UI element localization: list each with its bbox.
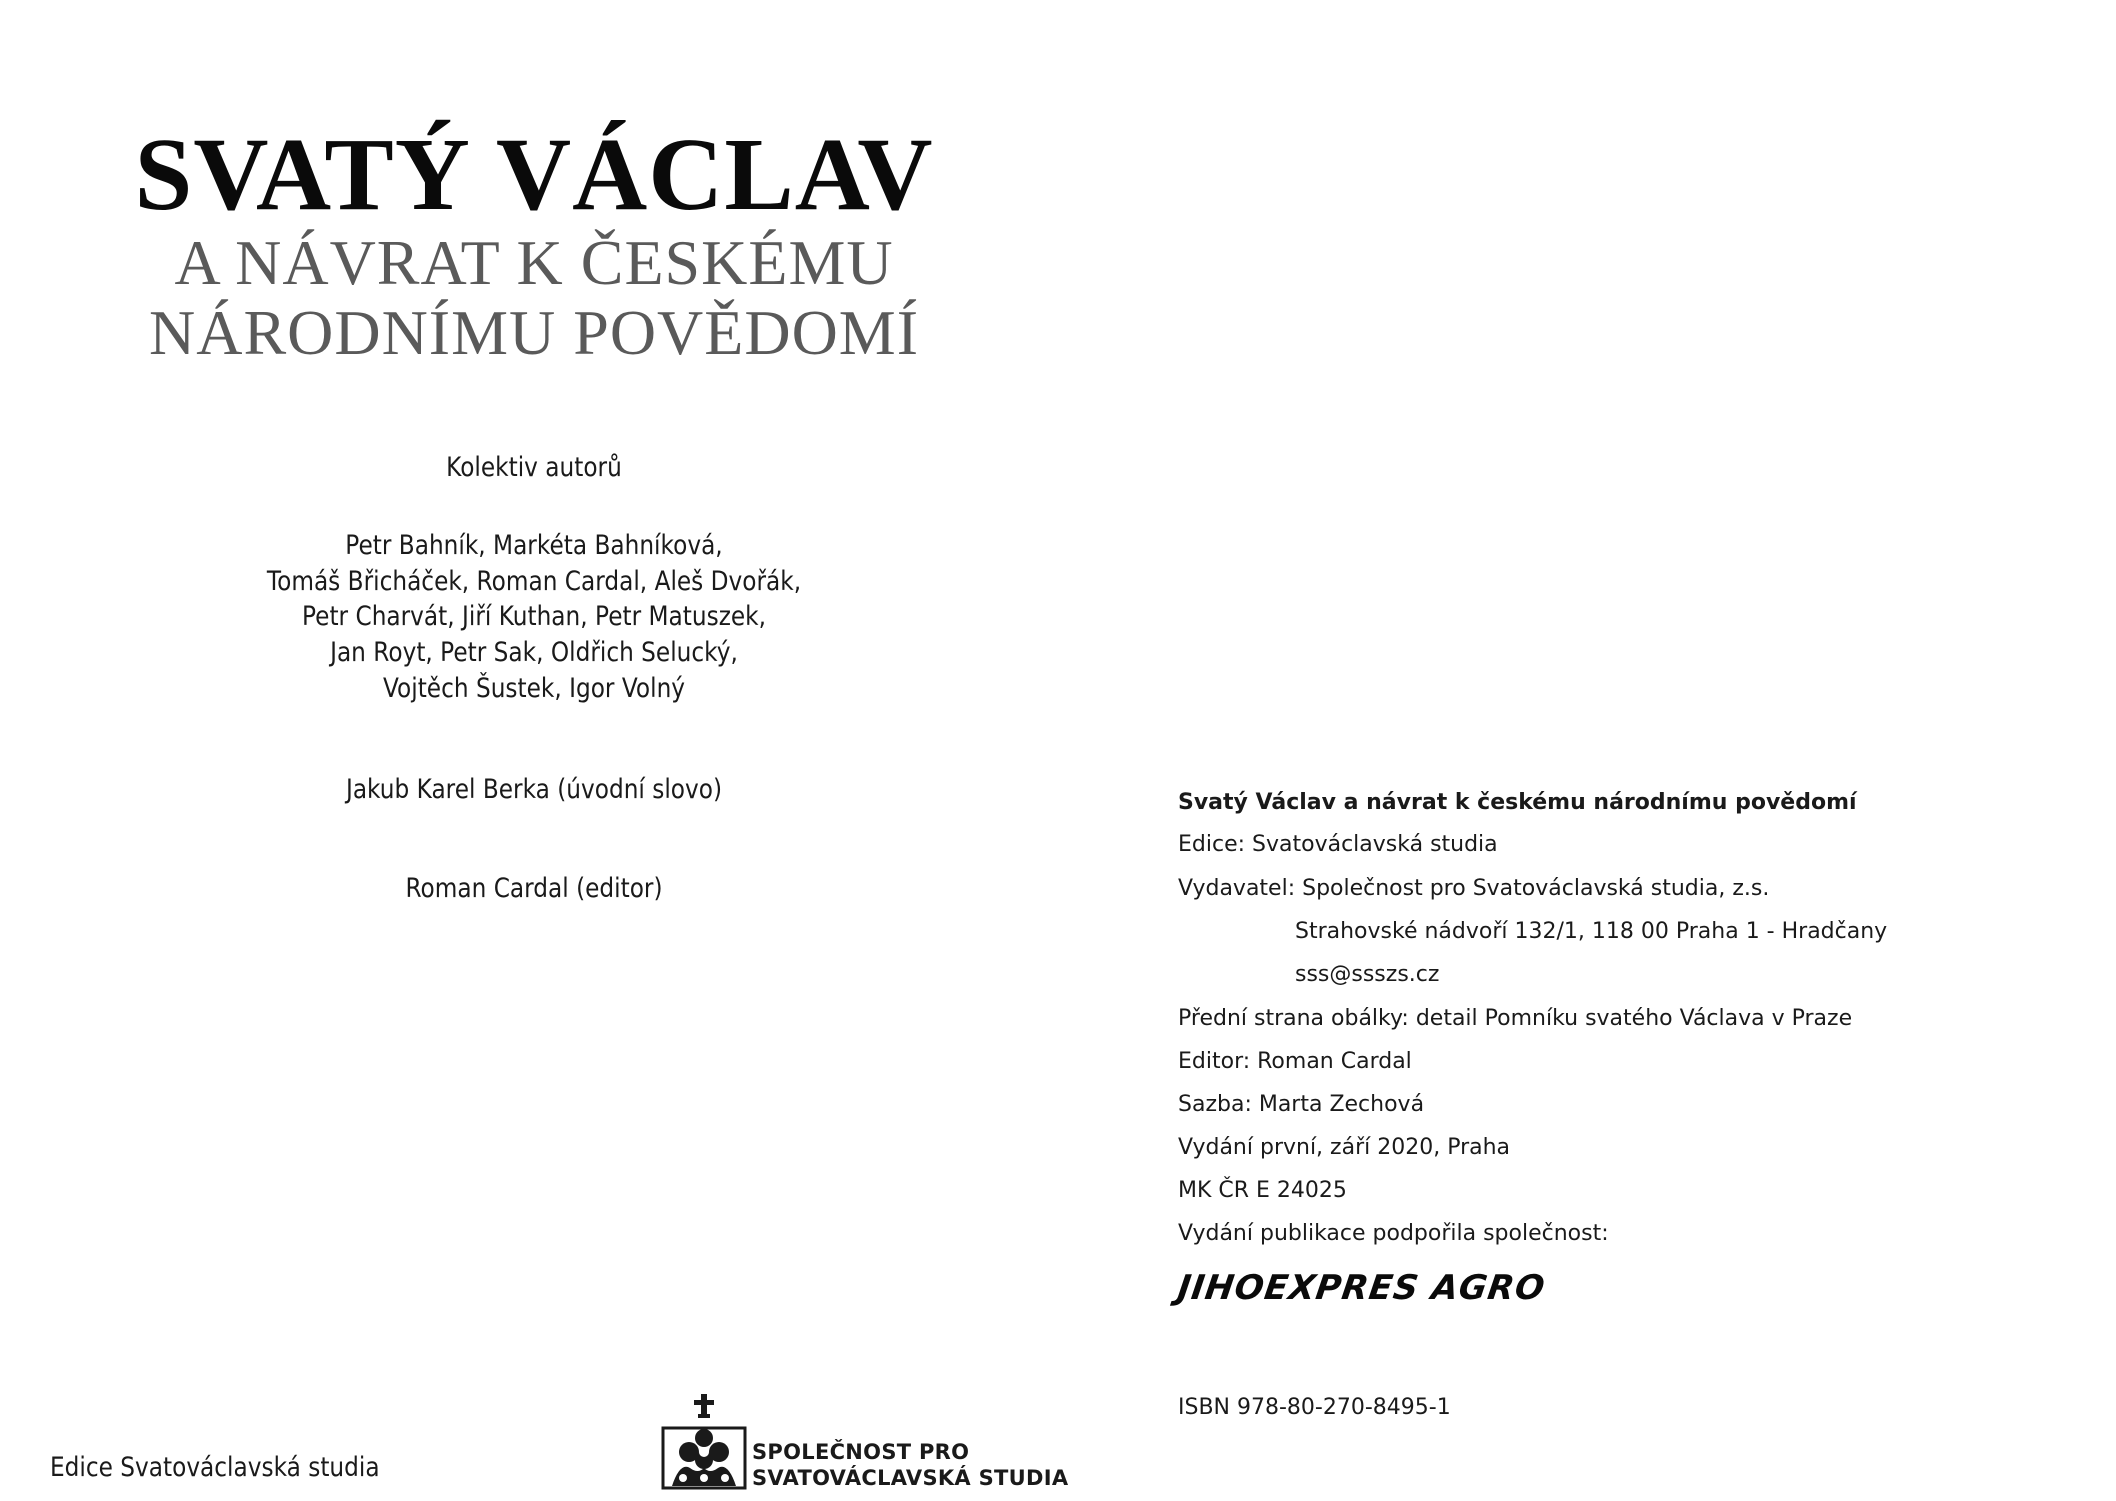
author-line: Petr Charvát, Jiří Kuthan, Petr Matuszek, — [301, 601, 766, 632]
colophon-editor: Editor: Roman Cardal — [1178, 1049, 1412, 1074]
author-line: Tomáš Břicháček, Roman Cardal, Aleš Dvořák, — [266, 566, 802, 597]
colophon-publisher: Vydavatel: Společnost pro Svatováclavská studia, z.s. — [1178, 876, 1770, 901]
colophon-cover: Přední strana obálky: detail Pomníku svatého Václava v Praze — [1178, 1006, 1853, 1031]
sponsor-logo: JIHOEXPRES AGRO — [1175, 1268, 1548, 1308]
colophon-edition: Edice: Svatováclavská studia — [1178, 832, 1498, 857]
series-label: Edice Svatováclavská studia — [50, 1452, 380, 1483]
colophon-address: Strahovské nádvoří 132/1, 118 00 Praha 1 - Hradčany — [1295, 919, 1888, 944]
colophon-registration: MK ČR E 24025 — [1178, 1178, 1347, 1203]
colophon-edition-info: Vydání první, září 2020, Praha — [1178, 1135, 1511, 1160]
colophon-typesetting: Sazba: Marta Zechová — [1178, 1092, 1425, 1117]
book-subtitle-line-1: A NÁVRAT K ČESKÉMU — [174, 227, 894, 298]
foreword-credit: Jakub Karel Berka (úvodní slovo) — [345, 774, 723, 805]
right-page — [1058, 0, 2116, 1501]
author-line: Petr Bahník, Markéta Bahníková, — [345, 530, 723, 561]
society-name-line-1: SPOLEČNOST PRO — [752, 1440, 970, 1464]
colophon-email: sss@ssszs.cz — [1295, 962, 1440, 987]
author-line: Vojtěch Šustek, Igor Volný — [382, 673, 686, 704]
society-emblem-icon — [660, 1392, 750, 1492]
editor-credit: Roman Cardal (editor) — [405, 873, 663, 904]
book-title: SVATÝ VÁCLAV — [134, 117, 934, 232]
colophon-book-title: Svatý Václav a návrat k českému národnímu povědomí — [1178, 790, 1857, 815]
society-logo — [660, 1392, 1069, 1492]
book-subtitle-line-2: NÁRODNÍMU POVĚDOMÍ — [149, 297, 919, 368]
author-line: Jan Royt, Petr Sak, Oldřich Selucký, — [330, 637, 738, 668]
society-name-line-2: SVATOVÁCLAVSKÁ STUDIA — [752, 1466, 1069, 1490]
collective-label: Kolektiv autorů — [446, 452, 622, 483]
colophon-sponsor-label: Vydání publikace podpořila společnost: — [1178, 1221, 1609, 1246]
isbn: ISBN 978-80-270-8495-1 — [1178, 1395, 1451, 1420]
